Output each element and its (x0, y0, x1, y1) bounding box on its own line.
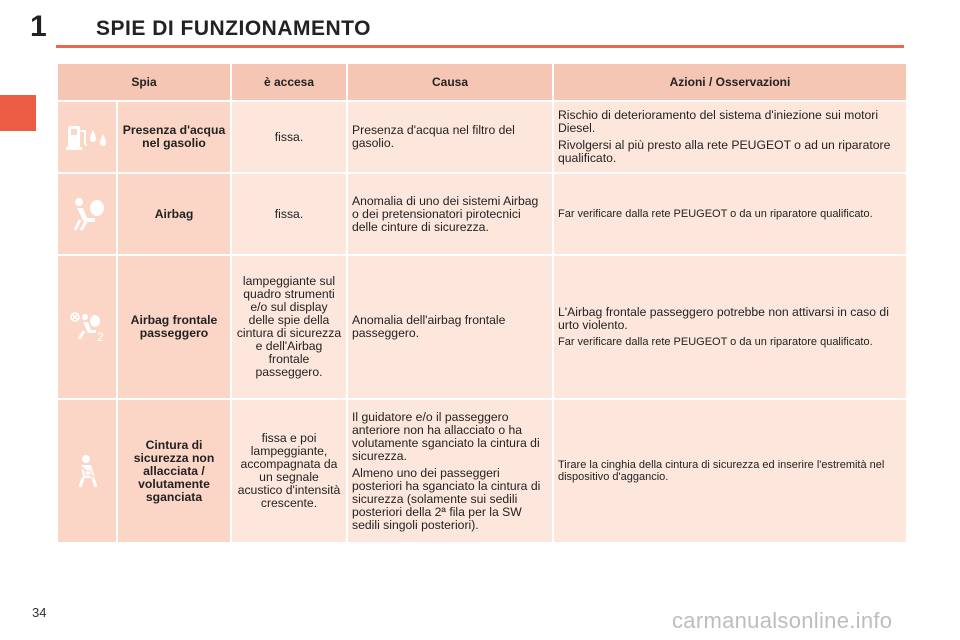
light-actions (554, 102, 906, 172)
light-name: Presenza d'acqua nel gasolio (118, 102, 230, 172)
light-name: Cintura di sicurezza non allacciata / volutamente sganciata (118, 400, 230, 542)
action-text: L'Airbag frontale passeggero potrebbe non attivarsi in caso di urto violento. (558, 305, 889, 332)
water-in-fuel-icon (65, 129, 109, 143)
warning-lights-table (56, 62, 908, 544)
light-cause (348, 256, 552, 398)
column-header-actions: Azioni / Osservazioni (554, 64, 906, 100)
column-header-cause: Causa (348, 64, 552, 100)
column-header-spia: Spia (58, 64, 230, 100)
page-title: SPIE DI FUNZIONAMENTO (96, 17, 371, 40)
icon-cell (58, 400, 116, 542)
cause-text: Anomalia dell'airbag frontale passeggero. (352, 313, 506, 340)
chapter-number: 1 (30, 10, 47, 43)
title-underline (56, 45, 904, 48)
cause-text: Anomalia di uno dei sistemi Airbag o dei pretensionatori pirotecnici delle cinture di sicurezza. (352, 193, 539, 234)
cause-text: Almeno uno dei passeggeri posteriori ha sganciato la cintura di sicurezza (solamente sui sedili posteriori della 2ª fila per la SW sedili singoli posteriori). (352, 465, 541, 532)
light-state: fissa e poi lampeggiante, accompagnata da un segnale acustico d'intensità crescente. (232, 400, 346, 542)
action-text: Far verificare dalla rete PEUGEOT o da un riparatore qualificato. (558, 336, 873, 348)
light-state: fissa. (232, 174, 346, 254)
light-cause (348, 174, 552, 254)
seatbelt-icon (72, 463, 102, 477)
light-state: fissa. (232, 102, 346, 172)
action-text: Far verificare dalla rete PEUGEOT o da un riparatore qualificato. (558, 208, 873, 220)
watermark: carmanualsonline.info (672, 608, 893, 633)
light-actions (554, 400, 906, 542)
light-state: lampeggiante sul quadro strumenti e/o sul display delle spie della cintura di sicurezza e dell'Airbag frontale passeggero. (232, 256, 346, 398)
table-row (58, 400, 906, 542)
cause-text: Il guidatore e/o il passeggero anteriore non ha allacciato o ha volutamente sganciato la cintura di sicurezza. (352, 409, 540, 463)
light-name: Airbag (118, 174, 230, 254)
light-actions (554, 174, 906, 254)
airbag-icon (67, 206, 107, 220)
table-row (58, 256, 906, 398)
chapter-tab (0, 95, 36, 131)
icon-cell (58, 102, 116, 172)
light-name: Airbag frontale passeggero (118, 256, 230, 398)
table-row (58, 174, 906, 254)
icon-cell (58, 174, 116, 254)
page-number: 34 (32, 605, 47, 620)
action-text: Rischio di deterioramento del sistema d'iniezione sui motori Diesel. (558, 108, 879, 135)
column-header-state: è accesa (232, 64, 346, 100)
icon-cell (58, 256, 116, 398)
table-row (58, 102, 906, 172)
action-text: Rivolgersi al più presto alla rete PEUGEOT o ad un riparatore qualificato. (558, 138, 891, 165)
light-cause (348, 102, 552, 172)
action-text: Tirare la cinghia della cintura di sicurezza ed inserire l'estremità nel dispositivo d'aggancio. (558, 459, 885, 483)
light-cause (348, 400, 552, 542)
passenger-airbag-icon (67, 319, 107, 343)
table-header-row (58, 64, 906, 100)
light-actions (554, 256, 906, 398)
cause-text: Presenza d'acqua nel filtro del gasolio. (352, 123, 515, 150)
svg-text:2: 2 (97, 330, 104, 343)
